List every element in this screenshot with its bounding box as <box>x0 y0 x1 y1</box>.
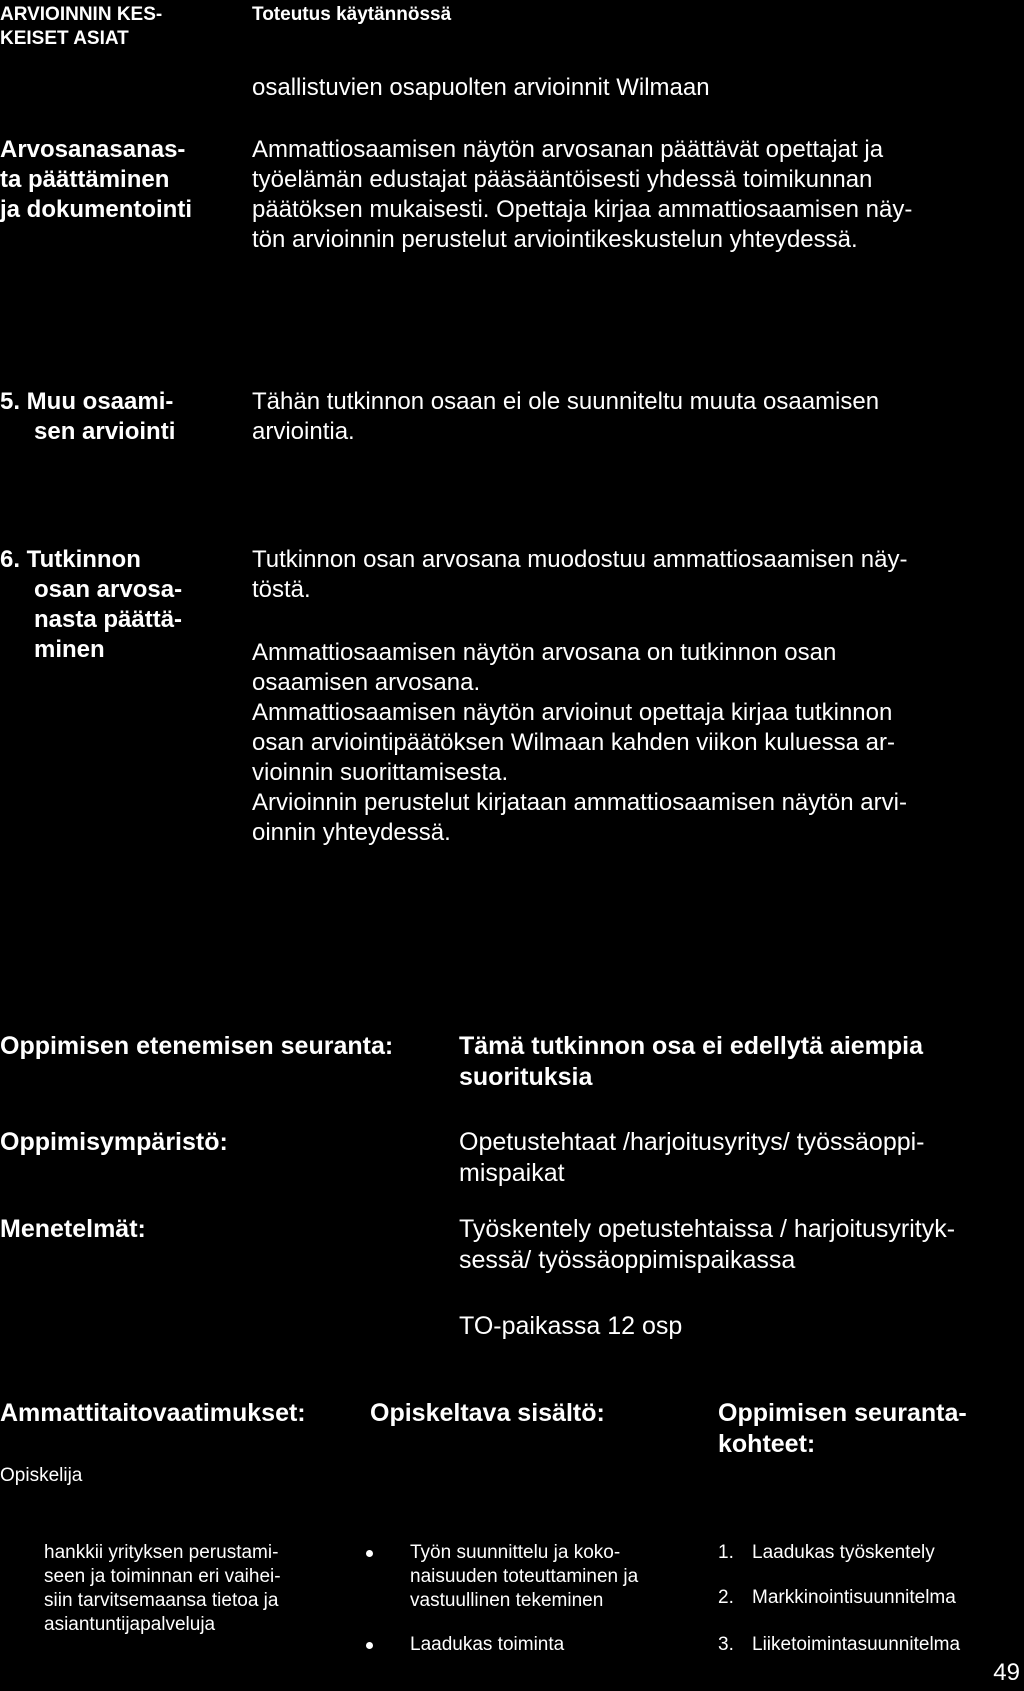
ymparisto-value <box>459 1127 925 1189</box>
requirement-line: hankkii yrityksen perustami- <box>44 1542 279 1563</box>
opiskelija-label: Opiskelija <box>0 1465 83 1486</box>
row5-text <box>252 387 879 447</box>
row5-label-line: 5. Muu osaami- <box>0 388 174 415</box>
header-col1 <box>0 3 162 51</box>
row6-text <box>252 545 907 848</box>
col-header-content: Opiskeltava sisältö: <box>370 1399 605 1427</box>
menetelmat-value-line: sessä/ työssäoppimispaikassa <box>459 1246 796 1274</box>
row4-label-line: Arvosanasanas- <box>0 136 186 163</box>
row6-text-line: oinnin yhteydessä. <box>252 819 451 846</box>
row6-text-line: Ammattiosaamisen näytön arvosana on tutkinnon osan <box>252 639 837 666</box>
header-col1-line2: KEISET ASIAT <box>0 28 129 49</box>
target-num-3: 3. <box>718 1634 734 1655</box>
menetelmat-label: Menetelmät: <box>0 1215 146 1243</box>
intro-text: osallistuvien osapuolten arvioinnit Wilmaan <box>252 74 710 101</box>
header-col1-line1: ARVIOINNIN KES- <box>0 4 163 25</box>
row5-text-line: arviointia. <box>252 418 355 445</box>
ymparisto-value-line: Opetustehtaat /harjoitusyritys/ työssäoppi- <box>459 1128 925 1156</box>
row4-label-line: ja dokumentointi <box>0 196 192 223</box>
bullet-dot-icon <box>366 1642 373 1649</box>
page-number: 49 <box>993 1659 1020 1686</box>
row6-text-line: Arvioinnin perustelut kirjataan ammattiosaamisen näytön arvi- <box>252 789 907 816</box>
row5-label <box>0 387 175 447</box>
row6-label <box>0 545 182 665</box>
seuranta-value <box>459 1031 923 1093</box>
row4-text <box>252 135 912 255</box>
content-bullet-line: naisuuden toteuttaminen ja <box>410 1566 639 1587</box>
content-bullet-line: Laadukas toiminta <box>410 1634 565 1655</box>
row6-label-line: minen <box>34 636 105 663</box>
target-num-2: 2. <box>718 1587 734 1608</box>
col-header-targets-line: kohteet: <box>718 1430 816 1458</box>
target-text-1: Laadukas työskentely <box>752 1542 935 1563</box>
row4-text-line: työelämän edustajat pääsääntöisesti yhdessä toimikunnan <box>252 166 873 193</box>
target-text-2: Markkinointisuunnitelma <box>752 1587 956 1608</box>
menetelmat-value <box>459 1214 955 1276</box>
requirement-text <box>44 1541 281 1637</box>
row4-label-line: ta päättäminen <box>0 166 170 193</box>
row6-label-line: 6. Tutkinnon <box>0 546 141 573</box>
ymparisto-value-line: mispaikat <box>459 1159 565 1187</box>
row5-label-line: sen arviointi <box>34 418 176 445</box>
row5-text-line: Tähän tutkinnon osaan ei ole suunniteltu muuta osaamisen <box>252 388 880 415</box>
row4-text-line: päätöksen mukaisesti. Opettaja kirjaa ammattiosaamisen näy- <box>252 196 913 223</box>
col-header-targets-line: Oppimisen seuranta- <box>718 1399 967 1427</box>
ymparisto-label: Oppimisympäristö: <box>0 1128 228 1156</box>
bullet-dot-icon <box>366 1550 373 1557</box>
content-bullet-1 <box>410 1541 638 1613</box>
row4-text-line: tön arvioinnin perustelut arviointikeskustelun yhteydessä. <box>252 226 858 253</box>
content-bullet-2 <box>410 1633 564 1657</box>
content-bullet-line: Työn suunnittelu ja koko- <box>410 1542 621 1563</box>
target-num-1: 1. <box>718 1542 734 1563</box>
row6-text-line: töstä. <box>252 576 311 603</box>
content-bullet-line: vastuullinen tekeminen <box>410 1590 604 1611</box>
row6-text-line: Ammattiosaamisen näytön arvioinut opettaja kirjaa tutkinnon <box>252 699 893 726</box>
requirement-line: siin tarvitsemaansa tietoa ja <box>44 1590 279 1611</box>
row6-text-line: osan arviointipäätöksen Wilmaan kahden viikon kuluessa ar- <box>252 729 896 756</box>
col-header-targets <box>718 1398 967 1460</box>
row4-label <box>0 135 192 225</box>
row4-text-line: Ammattiosaamisen näytön arvosanan päättävät opettajat ja <box>252 136 884 163</box>
row6-label-line: nasta päättä- <box>34 606 183 633</box>
requirement-line: asiantuntijapalveluja <box>44 1614 216 1635</box>
row6-label-line: osan arvosa- <box>34 576 183 603</box>
seuranta-value-line: Tämä tutkinnon osa ei edellytä aiempia <box>459 1032 924 1060</box>
to-paikka: TO-paikassa 12 osp <box>459 1312 683 1340</box>
row6-text-line: vioinnin suorittamisesta. <box>252 759 509 786</box>
menetelmat-value-line: Työskentely opetustehtaissa / harjoitusyrityk- <box>459 1215 956 1243</box>
col-header-requirements: Ammattitaitovaatimukset: <box>0 1399 306 1427</box>
seuranta-value-line: suorituksia <box>459 1063 593 1091</box>
header-col2: Toteutus käytännössä <box>252 4 452 25</box>
row6-text-line: Tutkinnon osan arvosana muodostuu ammattiosaamisen näy- <box>252 546 908 573</box>
row6-text-line: osaamisen arvosana. <box>252 669 481 696</box>
requirement-line: seen ja toiminnan eri vaihei- <box>44 1566 281 1587</box>
target-text-3: Liiketoimintasuunnitelma <box>752 1634 961 1655</box>
seuranta-label: Oppimisen etenemisen seuranta: <box>0 1032 394 1060</box>
